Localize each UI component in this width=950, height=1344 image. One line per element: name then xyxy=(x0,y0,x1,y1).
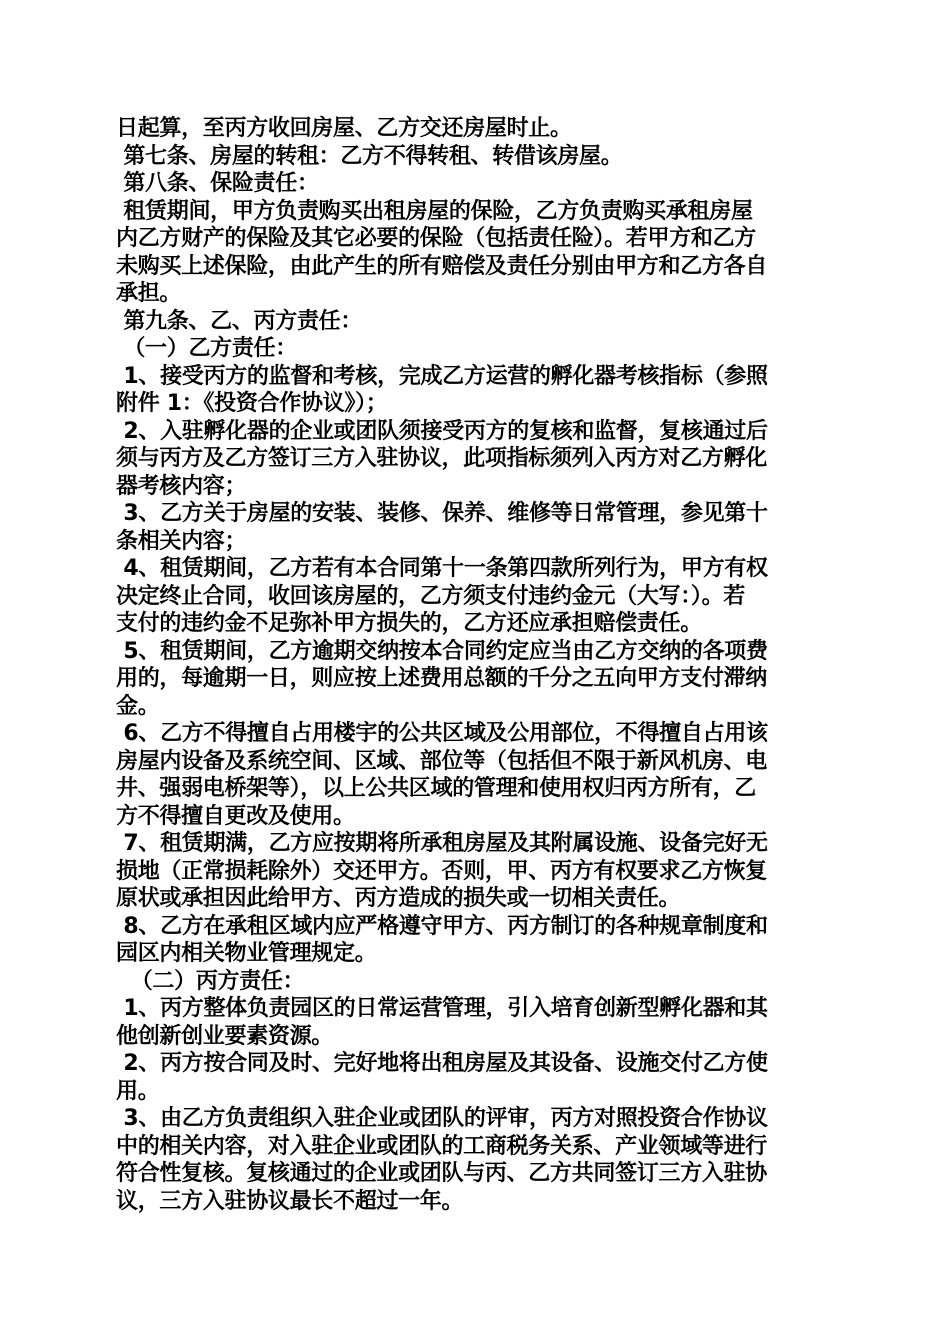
text-line: 7、租赁期满，乙方应按期将所承租房屋及其附属设施、设备完好无 xyxy=(116,831,768,856)
text-line: 须与丙方及乙方签订三方入驻协议，此项指标须列入丙方对乙方孵化 xyxy=(116,446,768,471)
text-line: 支付的违约金不足弥补甲方损失的，乙方还应承担赔偿责任。 xyxy=(116,611,702,636)
text-line: 2、丙方按合同及时、完好地将出租房屋及其设备、设施交付乙方使 xyxy=(116,1051,768,1076)
text-line: 8、乙方在承租区域内应严格遵守甲方、丙方制订的各种规章制度和 xyxy=(116,913,768,939)
article-9-heading: 第九条、乙、丙方责任： xyxy=(116,308,363,334)
text-line: 5、租赁期间，乙方逾期交纳按本合同约定应当由乙方交纳的各项费 xyxy=(116,638,768,664)
text-line: 他创新创业要素资源。 xyxy=(116,1023,334,1049)
text-line: 1、接受丙方的监督和考核，完成乙方运营的孵化器考核指标（参照 xyxy=(116,363,768,389)
text-line: 议，三方入驻协议最长不超过一年。 xyxy=(116,1188,464,1214)
document-page xyxy=(116,115,836,1215)
text-line: 器考核内容； xyxy=(116,473,247,499)
text-line: 园区内相关物业管理规定。 xyxy=(116,941,377,966)
text-line: 用的，每逾期一日，则应按上述费用总额的千分之五向甲方支付滞纳 xyxy=(116,666,768,691)
text-line: 条相关内容； xyxy=(116,528,247,554)
text-line: 井、强弱电桥架等），以上公共区域的管理和使用权归丙方所有，乙 xyxy=(116,776,757,801)
article-8-heading: 第八条、保险责任： xyxy=(116,171,319,196)
text-line: 方不得擅自更改及使用。 xyxy=(116,803,355,829)
text-line: 决定终止合同，收回该房屋的，乙方须支付违约金元（大写：）。若 xyxy=(116,583,746,609)
text-line: 6、乙方不得擅自占用楼宇的公共区域及公用部位，不得擅自占用该 xyxy=(116,721,768,746)
section-1-heading: （一）乙方责任： xyxy=(116,336,297,361)
text-line: 中的相关内容，对入驻企业或团队的工商税务关系、产业领域等进行 xyxy=(116,1133,768,1159)
article-7-heading: 第七条、房屋的转租：乙方不得转租、转借该房屋。 xyxy=(116,143,623,169)
text-line: 损地（正常损耗除外）交还甲方。否则，甲、丙方有权要求乙方恢复 xyxy=(116,858,768,884)
text-line: 4、租赁期间，乙方若有本合同第十一条第四款所列行为，甲方有权 xyxy=(116,556,768,581)
text-line: 房屋内设备及系统空间、区域、部位等（包括但不限于新风机房、电 xyxy=(116,748,768,774)
text-line: 日起算，至丙方收回房屋、乙方交还房屋时止。 xyxy=(116,116,572,141)
text-line: 3、乙方关于房屋的安装、装修、保养、维修等日常管理，参见第十 xyxy=(116,501,768,526)
text-line: 租赁期间，甲方负责购买出租房屋的保险，乙方负责购买承租房屋 xyxy=(116,198,753,224)
text-line: 2、入驻孵化器的企业或团队须接受丙方的复核和监督，复核通过后 xyxy=(116,418,768,444)
text-line: 原状或承担因此给甲方、丙方造成的损失或一切相关责任。 xyxy=(116,886,681,911)
text-line: 用。 xyxy=(116,1078,160,1104)
text-line: 未购买上述保险，由此产生的所有赔偿及责任分别由甲方和乙方各自 xyxy=(116,253,768,279)
text-line: 承担。 xyxy=(116,281,182,306)
text-line: 1、丙方整体负责园区的日常运营管理，引入培育创新型孵化器和其 xyxy=(116,996,768,1021)
text-line: 附件 1：《投资合作协议》）； xyxy=(116,391,388,416)
text-line: 3、由乙方负责组织入驻企业或团队的评审，丙方对照投资合作协议 xyxy=(116,1106,768,1131)
text-line: 符合性复核。复核通过的企业或团队与丙、乙方共同签订三方入驻协 xyxy=(116,1161,768,1186)
text-line: 金。 xyxy=(116,693,160,719)
section-2-heading: （二）丙方责任： xyxy=(116,968,305,994)
text-line: 内乙方财产的保险及其它必要的保险（包括责任险）。若甲方和乙方 xyxy=(116,226,757,251)
